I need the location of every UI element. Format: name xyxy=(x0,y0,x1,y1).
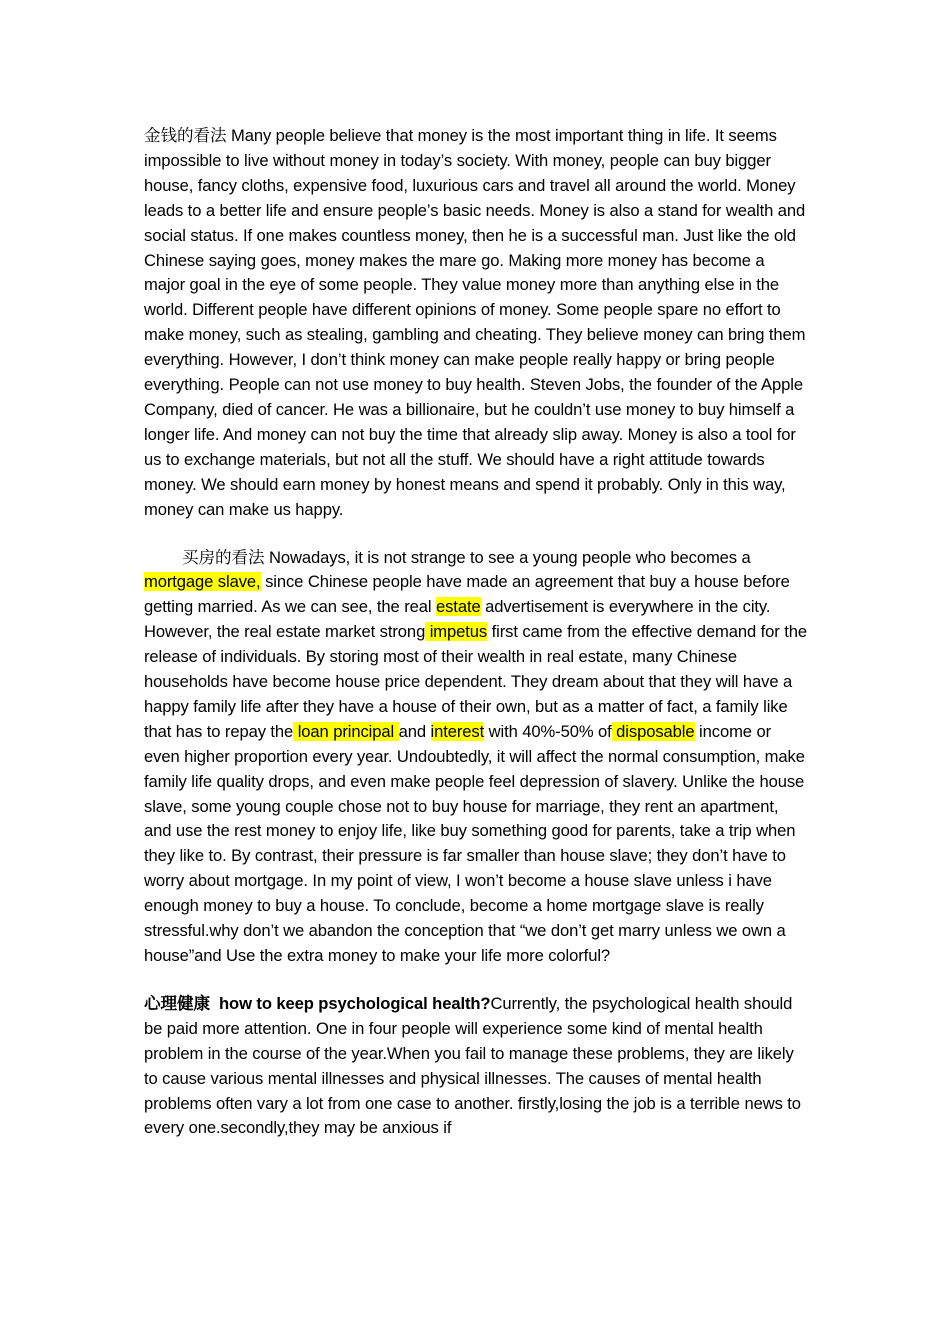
paragraph-text-house-5: and xyxy=(398,721,431,741)
paragraph-text-house-1: Nowadays, it is not strange to see a young people who becomes a xyxy=(264,547,751,567)
paragraph-heading-money: 金钱的看法 xyxy=(144,126,227,145)
paragraph-text-house-3: advertisement is everywhere in the city. However, the real estate market strong xyxy=(144,597,771,642)
document-body xyxy=(144,124,808,1141)
paragraph-money xyxy=(144,124,808,523)
highlight-disposable: disposable xyxy=(611,721,695,741)
paragraph-text-house-6: with 40%-50% of xyxy=(484,721,612,741)
highlight-mortgage-slave: mortgage slave, xyxy=(144,572,261,592)
paragraph-text-house-7: income or even higher proportion every year. Undoubtedly, it will affect the normal consumption, make family life quality drops, and even make people feel depression of slavery. Unlike the house slave, some young couple chose not to buy house for marriage, they rent an apartment, and use the rest money to enjoy life, like buy something good for parents, take a trip when they like to. By contrast, their pressure is far smaller than house slave; they don’t have to worry about mortgage. In my point of view, I won’t become a house slave unless i have enough money to buy a house. To conclude, become a home mortgage slave is really stressful.why don’t we abandon the conception that “we don’t get marry unless we own a house”and Use the extra money to make your life more colorful? xyxy=(144,721,805,965)
paragraph-subheading-health: how to keep psychological health? xyxy=(209,993,491,1013)
paragraph-heading-house: 买房的看法 xyxy=(182,547,265,567)
paragraph-text-money: Many people believe that money is the most important thing in life. It seems impossible to live without money in today’s society. With money, people can buy bigger house, fancy cloths, expensive food, luxurious cars and travel all around the world. Money leads to a better life and ensure people’s basic needs. Money is also a stand for wealth and social status. If one makes countless money, then he is a successful man. Just like the old Chinese saying goes, money makes the mare go. Making more money has become a major goal in the eye of some people. They value money more than anything else in the world. Different people have different opinions of money. Some people spare no effort to make money, such as stealing, gambling and cheating. They believe money can bring them everything. However, I don’t think money can make people really happy or bring people everything. People can not use money to buy health. Steven Jobs, the founder of the Apple Company, died of cancer. He was a billionaire, but he couldn’t use money to buy himself a longer life. And money can not buy the time that already slip away. Money is also a tool for us to exchange materials, but not all the stuff. We should have a right attitude towards money. We should earn money by honest means and spend it probably. Only in this way, money can make us happy. xyxy=(144,126,806,519)
paragraph-text-house-2: since Chinese people have made an agreement that buy a house before getting married. As we can see, the real xyxy=(144,572,790,617)
highlight-interest: interest xyxy=(430,721,485,741)
paragraph-health xyxy=(144,992,808,1141)
paragraph-text-health: Currently, the psychological health should be paid more attention. One in four people will experience some kind of mental health problem in the course of the year.When you fail to manage these problems, they are likely to cause various mental illnesses and physical illnesses. The causes of mental health problems often vary a lot from one case to another. firstly,losing the job is a terrible news to every one.secondly,they may be anxious if xyxy=(144,993,801,1138)
highlight-loan-principal: loan principal xyxy=(293,721,399,741)
paragraph-text-house-4: first came from the effective demand for the release of individuals. By storing most of their wealth in real estate, many Chinese households have become house price dependent. They dream about that they will have a happy family life after they have a house of their own, but as a matter of fact, a family like that has to repay the xyxy=(144,622,807,741)
highlight-estate: estate xyxy=(435,597,481,617)
highlight-impetus: impetus xyxy=(425,622,488,642)
paragraph-house xyxy=(144,546,808,969)
paragraph-heading-health: 心理健康 xyxy=(144,993,210,1013)
